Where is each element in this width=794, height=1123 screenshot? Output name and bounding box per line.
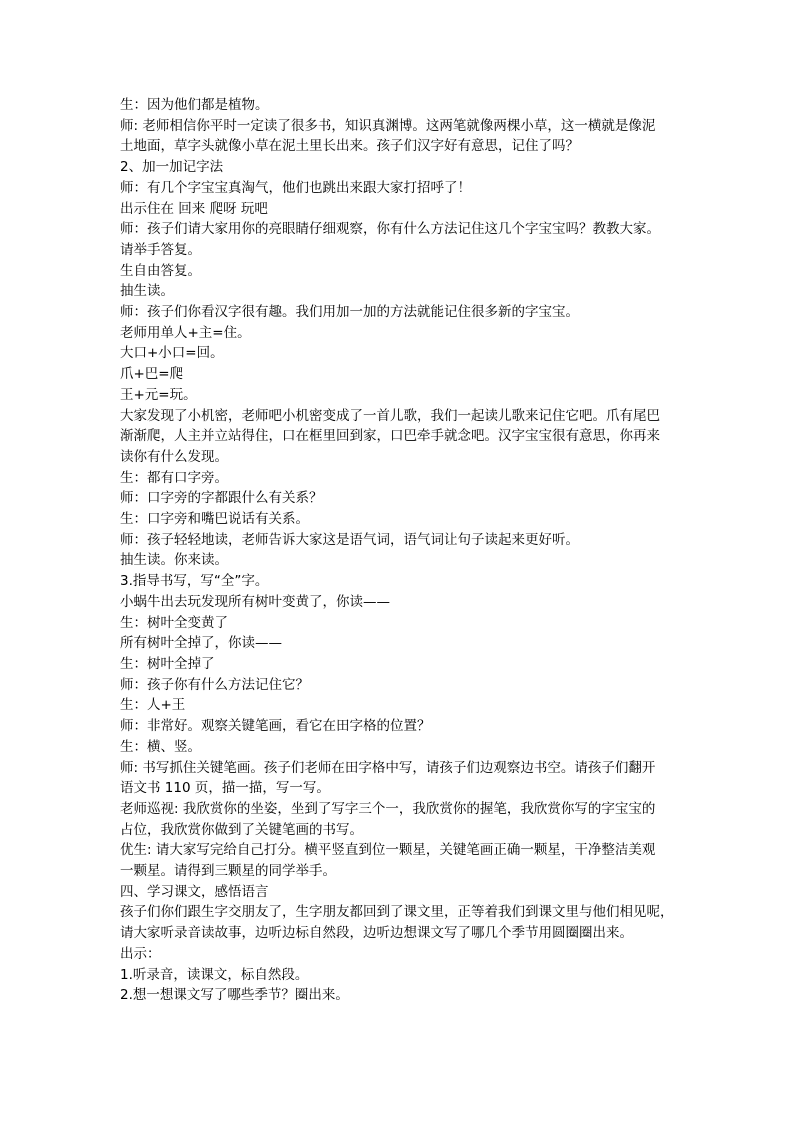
text-line: 老师用单人+主=住。 xyxy=(120,324,251,341)
text-line: 师: 书写抓住关键笔画。孩子们老师在田字格中写，请孩子们边观察边书空。请孩子们翻开 xyxy=(120,759,656,776)
text-line: 优生: 请大家写完给自己打分。横平竖直到位一颗星，关键笔画正确一颗星，干净整洁美观 xyxy=(120,842,656,859)
text-line: 小蜗牛出去玩发现所有树叶变黄了，你读—— xyxy=(120,593,390,610)
text-line: 生自由答复。 xyxy=(120,262,201,279)
text-line: 师：口字旁的字都跟什么有关系？ xyxy=(120,490,323,507)
text-line: 请举手答复。 xyxy=(120,241,201,258)
text-line: 出示： xyxy=(120,945,161,962)
list-item: 2.想一想课文写了哪些季节？圈出来。 xyxy=(120,987,349,1004)
text-line: 老师巡视: 我欣赏你的坐姿，坐到了写字三个一，我欣赏你的握笔，我欣赏你写的字宝宝的 xyxy=(120,800,656,817)
text-line: 抽生读。你来读。 xyxy=(120,552,228,569)
text-line: 出示住在 回来 爬呀 玩吧 xyxy=(120,200,268,217)
text-line: 渐渐爬，人主并立站得住，口在框里回到家，口巴牵手就念吧。汉字宝宝很有意思，你再来 xyxy=(120,428,660,445)
text-line: 生：因为他们都是植物。 xyxy=(120,97,269,113)
text-line: 所有树叶全掉了，你读—— xyxy=(120,635,282,652)
text-line: 一颗星。请得到三颗星的同学举手。 xyxy=(120,863,336,880)
text-line: 生：都有口字旁。 xyxy=(120,469,228,486)
section-heading: 2、加一加记字法 xyxy=(120,159,224,176)
text-line: 抽生读。 xyxy=(120,283,174,300)
text-line: 生：人+王 xyxy=(120,697,186,714)
text-line: 占位，我欣赏你做到了关键笔画的书写。 xyxy=(120,821,363,838)
text-line: 请大家听录音读故事，边听边标自然段，边听边想课文写了哪几个季节用圆圈圈出来。 xyxy=(120,925,633,942)
text-line: 师：有几个字宝宝真淘气，他们也跳出来跟大家打招呼了！ xyxy=(120,179,471,196)
text-line: 生：口字旁和嘴巴说话有关系。 xyxy=(120,511,309,528)
text-line: 大口+小口=回。 xyxy=(120,345,224,362)
text-line: 读你有什么发现。 xyxy=(120,448,228,465)
text-line: 语文书 110 页，描一描，写一写。 xyxy=(120,780,330,797)
text-line: 师：孩子轻轻地读，老师告诉大家这是语气词，语气词让句子读起来更好听。 xyxy=(120,531,579,548)
text-line: 师：孩子你有什么方法记住它？ xyxy=(120,676,309,693)
text-line: 生：树叶全掉了 xyxy=(120,655,215,672)
text-line: 王+元=玩。 xyxy=(120,386,197,403)
section-heading: 3.指导书写，写“全”字。 xyxy=(120,573,269,590)
text-line: 师：孩子们你看汉字很有趣。我们用加一加的方法就能记住很多新的字宝宝。 xyxy=(120,304,579,321)
text-line: 孩子们你们跟生字交朋友了，生字朋友都回到了课文里，正等着我们到课文里与他们相见呢， xyxy=(120,904,674,921)
text-line: 师: 老师相信你平时一定读了很多书，知识真渊博。这两笔就像两棵小草，这一横就是像泥 xyxy=(120,117,656,134)
text-line: 生：横、竖。 xyxy=(120,738,201,755)
section-heading: 四、学习课文，感悟语言 xyxy=(120,883,269,900)
list-item: 1.听录音，读课文，标自然段。 xyxy=(120,966,309,983)
text-line: 师：非常好。观察关键笔画，看它在田字格的位置？ xyxy=(120,718,431,735)
document-body xyxy=(120,95,690,1006)
text-line: 师：孩子们请大家用你的亮眼睛仔细观察，你有什么方法记住这几个字宝宝吗？教教大家。 xyxy=(120,221,660,238)
text-line: 大家发现了小机密，老师吧小机密变成了一首儿歌，我们一起读儿歌来记住它吧。爪有尾巴 xyxy=(120,407,660,424)
text-line: 爪+巴=爬 xyxy=(120,366,184,383)
text-line: 生：树叶全变黄了 xyxy=(120,614,228,631)
text-line: 土地面，草字头就像小草在泥土里长出来。孩子们汉字好有意思，记住了吗？ xyxy=(120,138,579,155)
